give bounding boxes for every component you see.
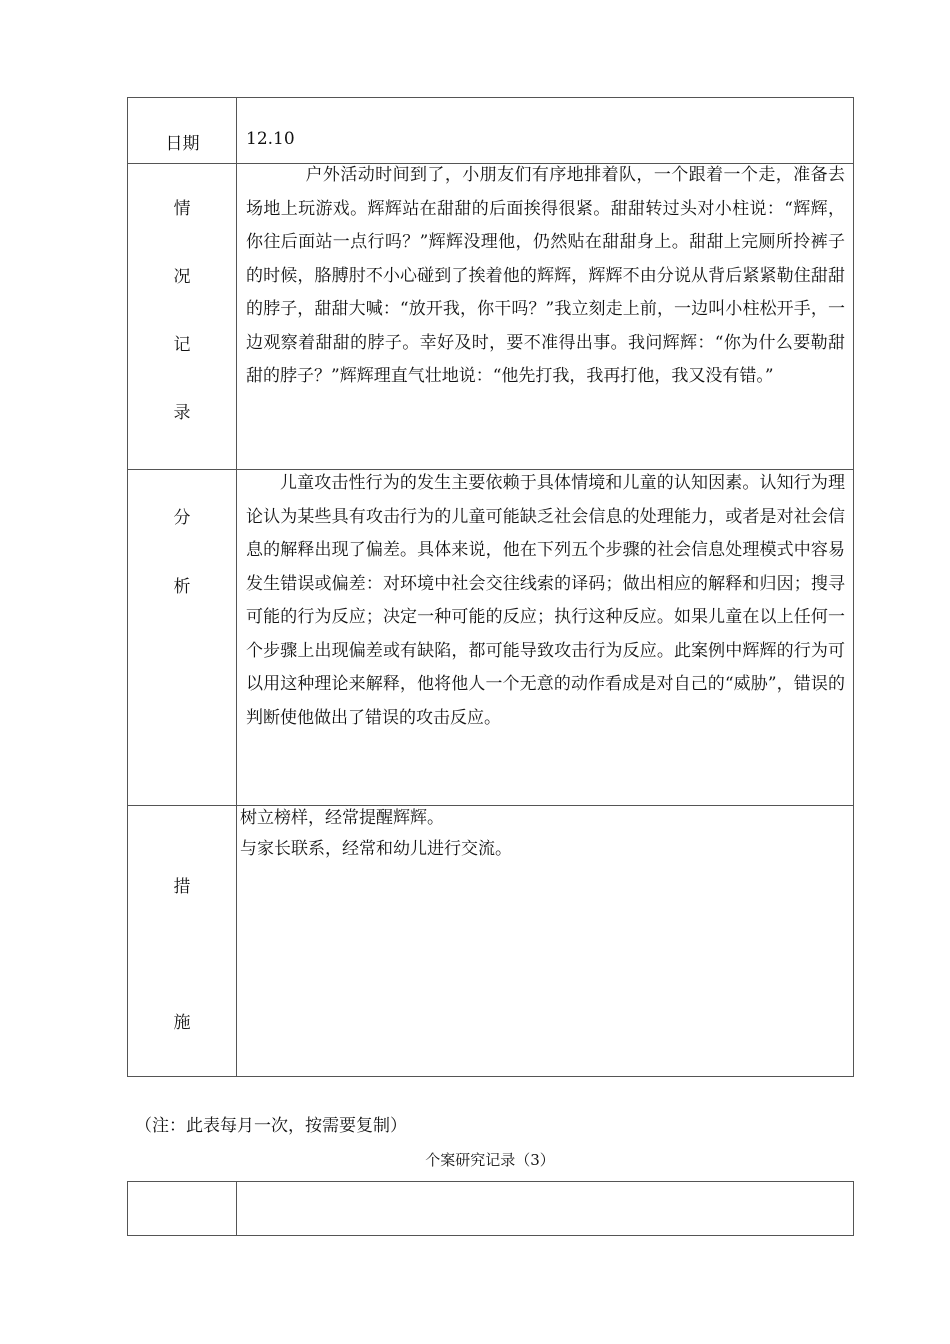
next-table-caption: 个案研究记录（3） (425, 1151, 555, 1169)
date-row (128, 98, 853, 163)
measures-label-char: 施 (173, 1013, 191, 1033)
date-label: 日期 (165, 134, 200, 154)
next-table-label-cell (128, 1182, 237, 1235)
situation-label-char: 录 (173, 403, 191, 423)
table-note: （注：此表每月一次，按需要复制） (135, 1116, 407, 1136)
date-value: 12.10 (246, 129, 295, 149)
analysis-label-char: 分 (173, 508, 191, 528)
situation-row (128, 163, 853, 469)
case-record-table (127, 97, 854, 1077)
situation-label-char: 记 (173, 335, 191, 355)
analysis-row (128, 469, 853, 805)
situation-label-cell (128, 164, 237, 469)
measures-text (240, 803, 845, 865)
measures-label-char: 措 (173, 877, 191, 897)
measure-item: 与家长联系，经常和幼儿进行交流。 (240, 839, 512, 859)
measures-row (128, 805, 853, 1076)
analysis-text: 儿童攻击性行为的发生主要依赖于具体情境和儿童的认知因素。认知行为理论认为某些具有攻击行为的儿童可能缺乏社会信息的处理能力，或者是对社会信息的解释出现了偏差。具体来说，他在下列五个步骤的社会信息处理模式中容易发生错误或偏差：对环境中社会交往线索的译码；做出相应的解释和归因；搜寻可能的行为反应；决定一种可能的反应；执行这种反应。如果儿童在以上任何一个步骤上出现偏差或有缺陷，都可能导致攻击行为反应。此案例中辉辉的行为可以用这种理论来解释，他将他人一个无意的动作看成是对自己的“威胁”，错误的判断使他做出了错误的攻击反应。 (246, 473, 845, 728)
situation-label-char: 况 (173, 267, 191, 287)
measure-item: 树立榜样，经常提醒辉辉。 (240, 808, 444, 828)
analysis-label-char: 析 (173, 577, 191, 597)
analysis-label-cell (128, 470, 237, 805)
situation-label-char: 情 (173, 199, 191, 219)
next-case-record-table (127, 1181, 854, 1236)
measures-label-cell (128, 806, 237, 1076)
situation-text: 户外活动时间到了，小朋友们有序地排着队，一个跟着一个走，准备去场地上玩游戏。辉辉站在甜甜的后面挨得很紧。甜甜转过头对小柱说：“辉辉，你往后面站一点行吗？”辉辉没理他，仍然贴在甜甜身上。甜甜上完厕所拎裤子的时候，胳膊肘不小心碰到了挨着他的辉辉，辉辉不由分说从背后紧紧勒住甜甜的脖子，甜甜大喊：“放开我，你干吗？”我立刻走上前，一边叫小柱松开手，一边观察着甜甜的脖子。幸好及时，要不准得出事。我问辉辉：“你为什么要勒甜甜的脖子？”辉辉理直气壮地说：“他先打我，我再打他，我又没有错。” (246, 165, 845, 386)
